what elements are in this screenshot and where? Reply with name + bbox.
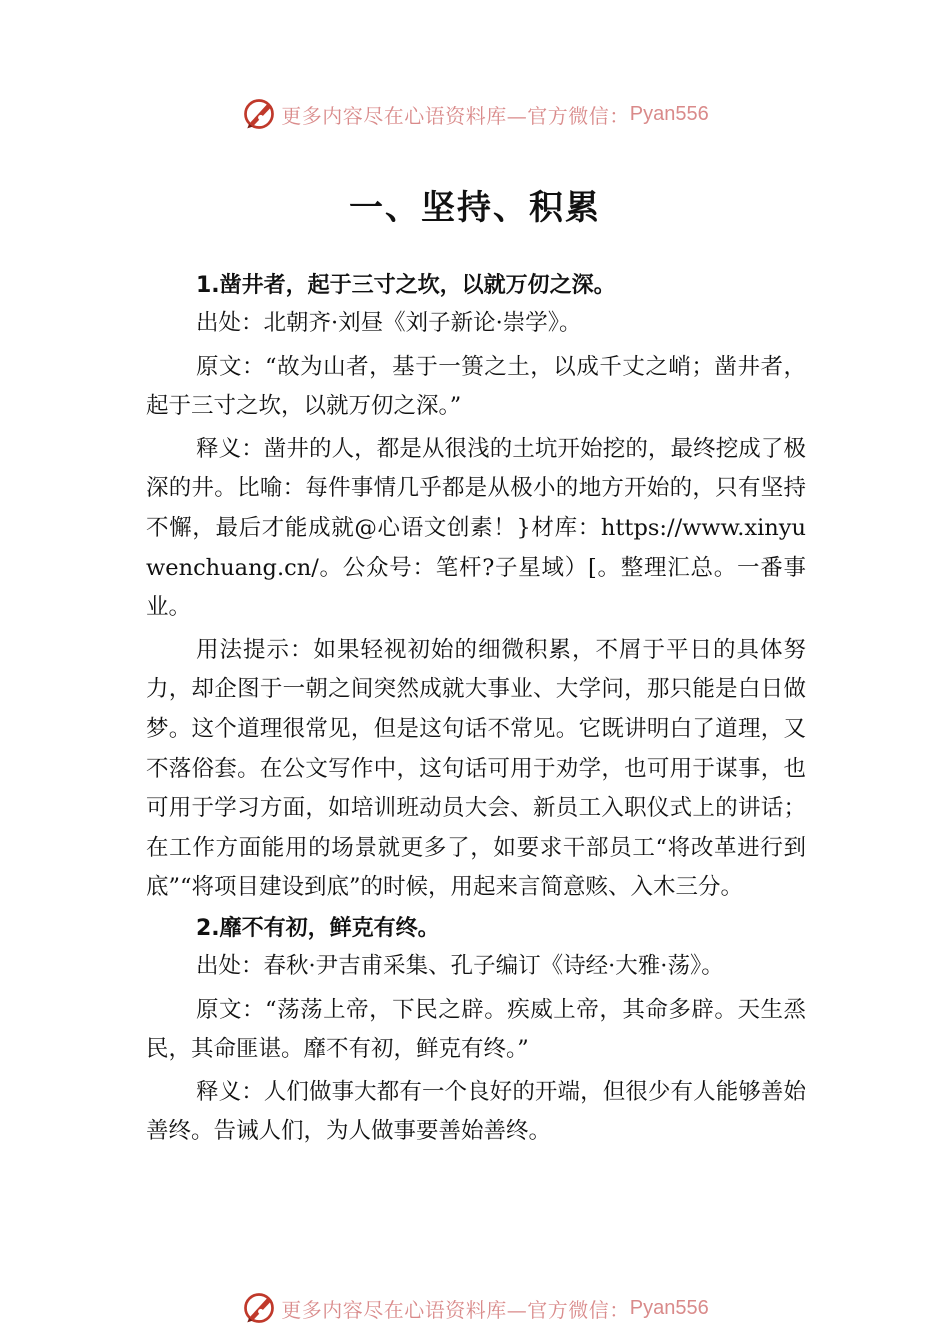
header-banner-text: 更多内容尽在心语资料库—官方微信： [281,103,630,128]
section-1-heading: 1.凿井者，起于三寸之坎，以就万仞之深。 [196,273,616,298]
page-title: 一、坚持、积累 [349,188,601,228]
footer-wechat-id: Pyan556 [629,1296,709,1319]
section-2-heading: 2.靡不有初，鲜克有终。 [196,915,440,941]
section-1 [146,268,806,908]
pen-seal-logo-icon [241,1290,277,1326]
header-banner [0,94,950,134]
section-1-usage: 用法提示：如果轻视初始的细微积累，不屑于平日的具体努力，却企图于一朝之间突然成就大事业、大学问，那只能是白日做梦。这个道理很常见，但是这句话不常见。它既讲明白了道理，又不落俗套。在公文写作中，这句话可用于劝学，也可用于谋事，也可用于学习方面，如培训班动员大会、新员工入职仪式上的讲话；在工作方面能用的场景就更多了，如要求干部员工“将改革进行到底”“将项目建设到底”的时候，用起来言简意赅、入木三分。 [146,636,806,901]
section-2 [146,911,806,1152]
section-1-source: 出处：北朝齐·刘昼《刘子新论·崇学》。 [196,310,582,336]
pen-seal-logo-icon [241,96,277,132]
document-body [146,268,806,1155]
footer-banner [0,1288,950,1328]
section-1-meaning: 释义：凿井的人，都是从很浅的土坑开始挖的，最终挖成了极深的井。比喻：每件事情几乎都是从极小的地方开始的，只有坚持不懈，最后才能成就@心语文创素！}材库：https://www.xinyuwenchuang.cn/。公众号：笔杆?子星域）[。整理汇总。一番事业。 [146,435,806,621]
header-wechat-id: Pyan556 [629,102,709,125]
footer-banner-text: 更多内容尽在心语资料库—官方微信： [281,1297,630,1322]
section-2-source: 出处：春秋·尹吉甫采集、孔子编订《诗经·大雅·荡》。 [196,952,724,979]
section-1-original: 原文：“故为山者，基于一篑之土，以成千丈之峭；凿井者，起于三寸之坎，以就万仞之深。” [146,353,806,420]
section-2-meaning: 释义：人们做事大都有一个良好的开端，但很少有人能够善始善终。告诫人们，为人做事要善始善终。 [146,1078,806,1145]
section-2-original: 原文：“荡荡上帝，下民之辟。疾威上帝，其命多辟。天生烝民，其命匪谌。靡不有初，鲜克有终。” [146,996,806,1063]
